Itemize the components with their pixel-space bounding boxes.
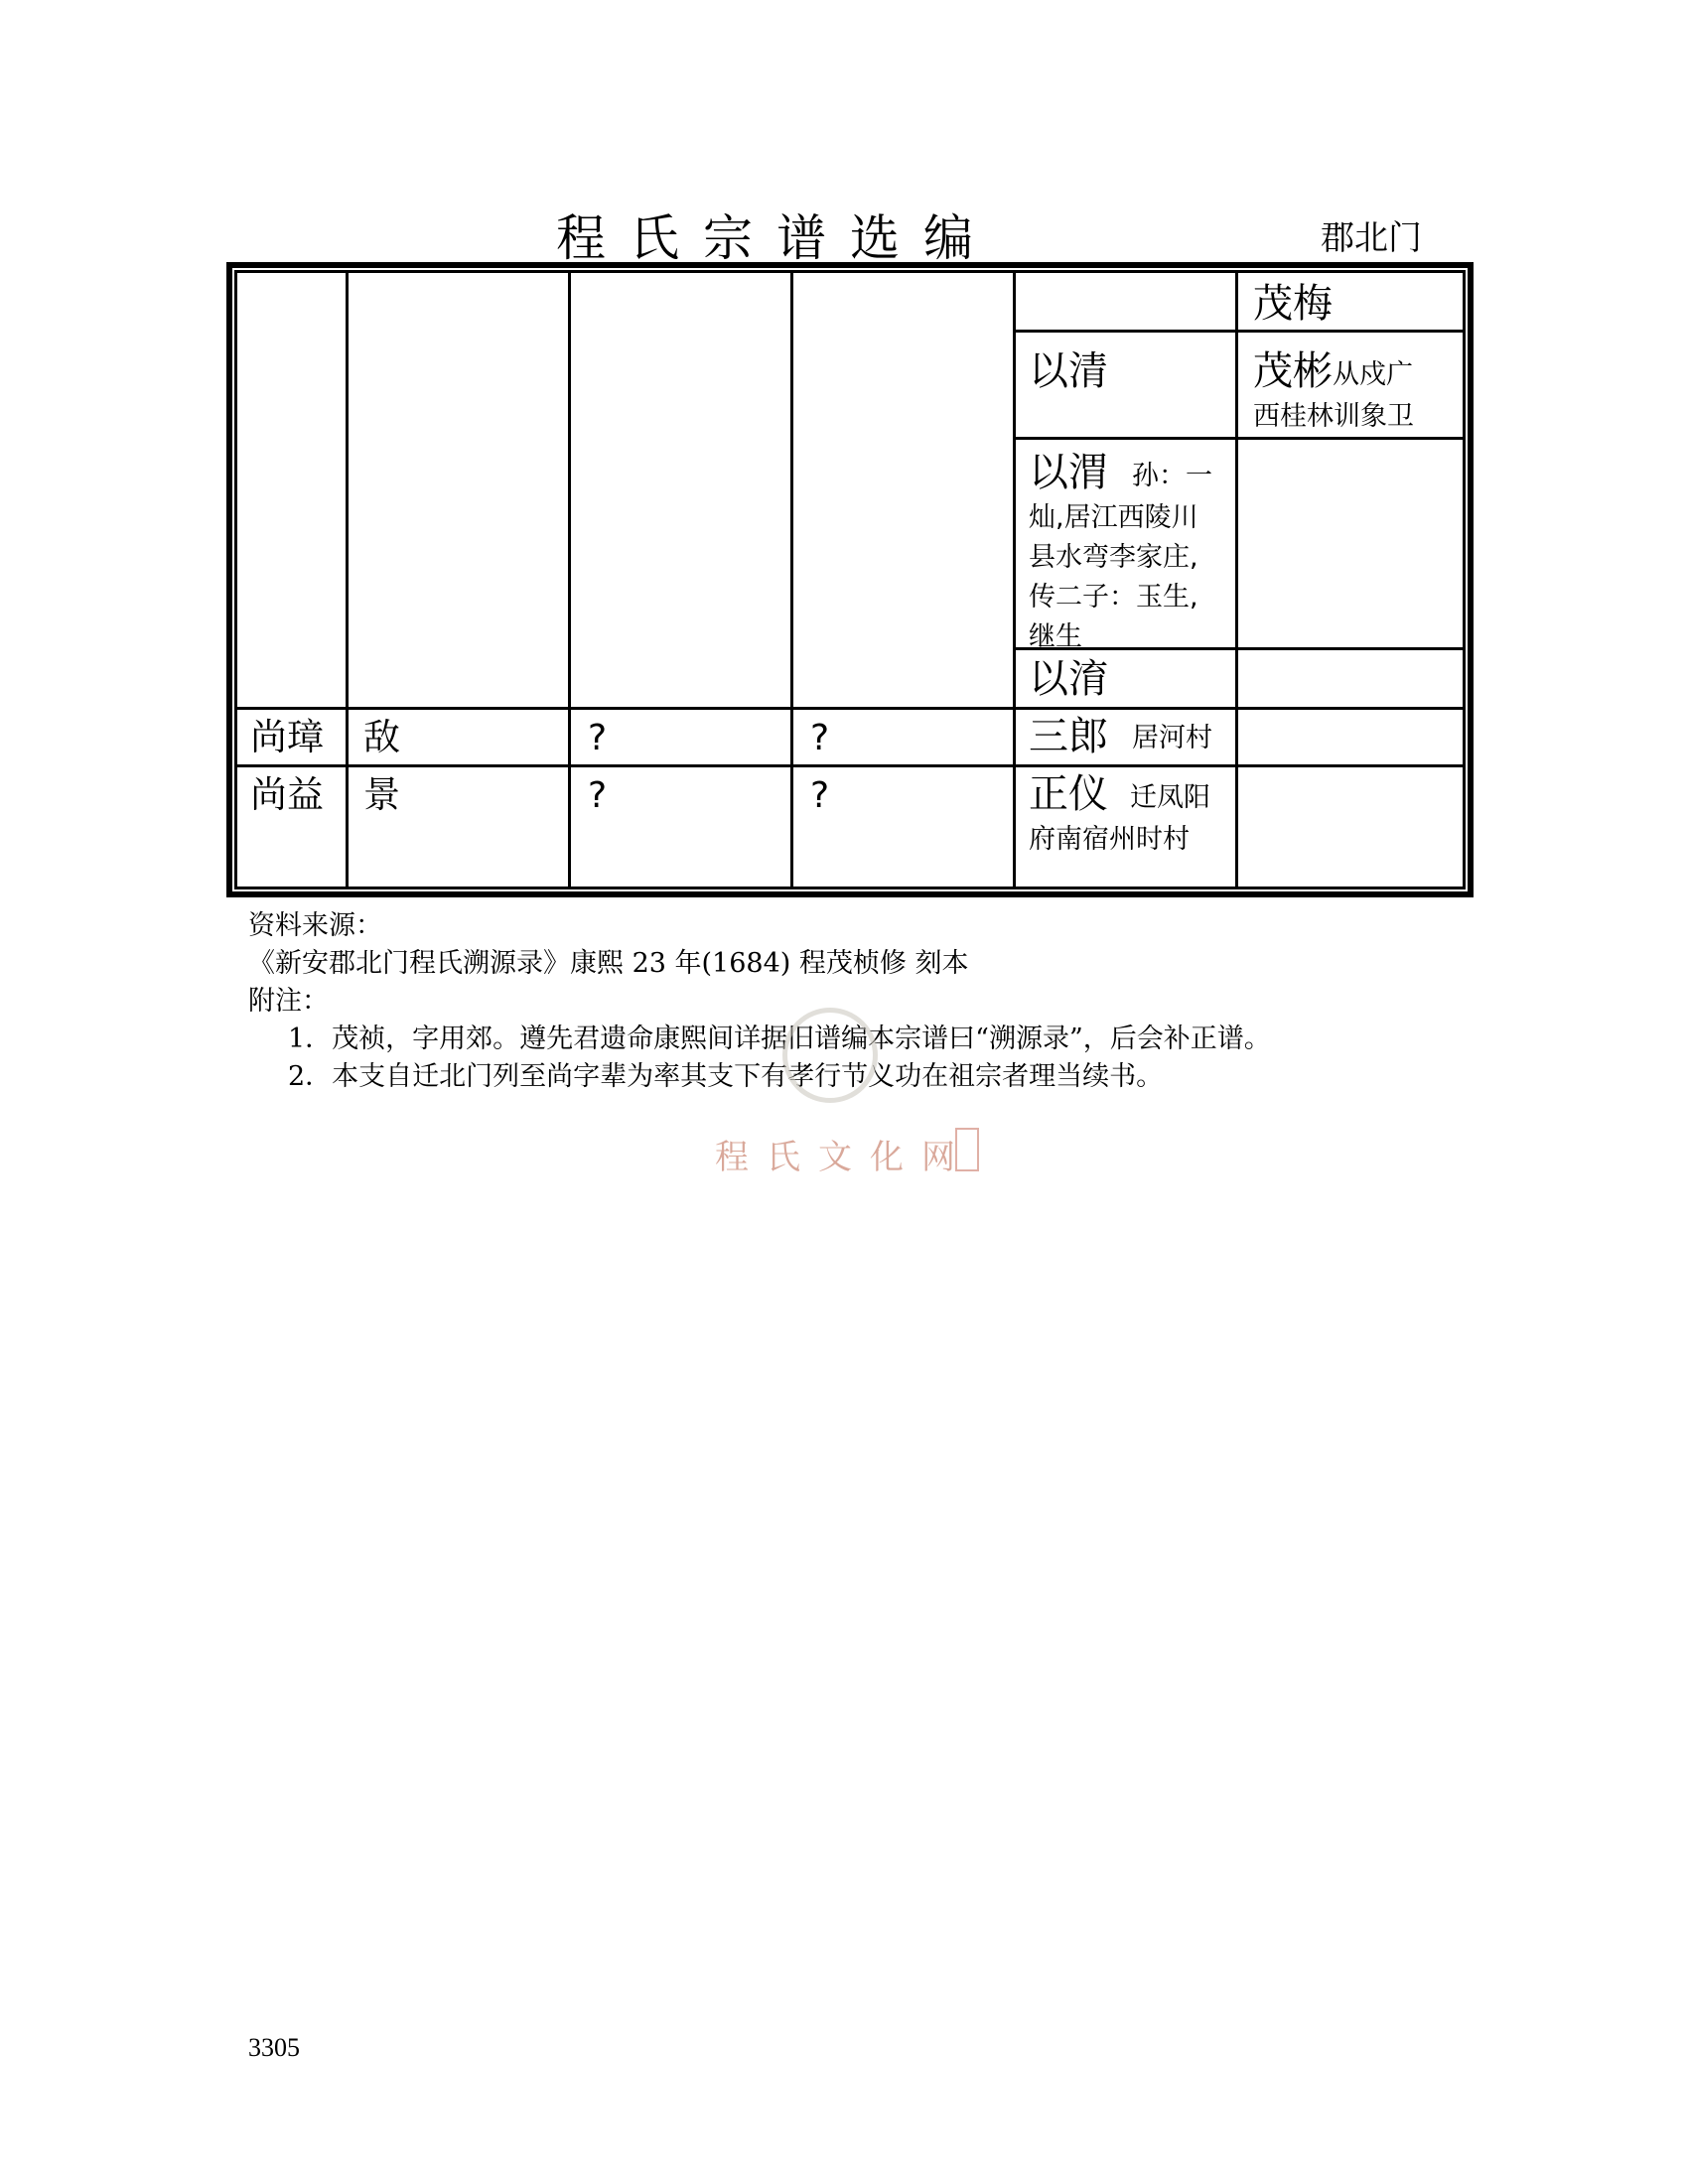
annotation-label: 附注： [248,986,329,1017]
cell-name: 茂彬 [1253,348,1333,394]
cell-note: 孙：一 [1132,461,1212,491]
cell-note: 灿,居江西陵川 [1029,502,1198,533]
cell-unknown: ? [810,775,830,816]
cell-name: 尚益 [250,773,324,816]
row-divider [234,707,1466,710]
source-text: 《新安郡北门程氏溯源录》康熙 23 年(1684) 程茂桢修 刻本 [248,948,969,979]
column-divider [790,270,793,889]
cell-name: 敌 [363,716,400,758]
cell-note: 继生 [1029,621,1082,652]
cell-note: 传二子：玉生, [1029,582,1198,613]
cell-note: 迁凤阳 [1130,782,1210,813]
site-watermark: 程氏文化网 [715,1138,973,1177]
annotation-item: 1．茂祯，字用郊。遵先君遗命康熙间详据旧谱编本宗谱曰“溯源录”，后会补正谱。 [288,1024,1271,1054]
stamp-mark [955,1128,979,1171]
region-label: 郡北门 [1321,218,1422,258]
annotation-item: 2．本支自迁北门列至尚字辈为率其支下有孝行节义功在祖宗者理当续书。 [288,1061,1164,1092]
column-divider [346,270,349,889]
row-divider [1013,437,1466,440]
seal-watermark [782,1008,878,1103]
cell-name: 正仪 [1029,771,1108,817]
cell-name: 景 [363,773,400,816]
cell-name: 尚璋 [250,716,324,758]
row-divider [1013,330,1466,333]
cell-name: 以淯 [1029,656,1108,702]
cell-note: 县水弯李家庄, [1029,542,1198,573]
column-divider [568,270,571,889]
cell-note: 从戍广 [1333,359,1413,390]
cell-name: 以清 [1029,348,1108,394]
source-label: 资料来源： [248,910,382,941]
cell-note: 居河村 [1132,723,1212,753]
column-divider [1013,270,1016,889]
cell-note: 府南宿州时村 [1029,824,1190,855]
cell-unknown: ? [588,775,608,816]
cell-name: 三郎 [1029,714,1108,759]
column-divider [1235,270,1238,889]
cell-name: 茂梅 [1253,281,1333,327]
cell-unknown: ? [588,718,608,758]
page-title: 程氏宗谱选编 [556,209,997,267]
cell-unknown: ? [810,718,830,758]
page-number: 3305 [248,2033,300,2062]
row-divider [234,764,1466,767]
cell-name: 以渭 [1029,450,1108,495]
cell-note: 西桂林训象卫 [1253,401,1414,432]
